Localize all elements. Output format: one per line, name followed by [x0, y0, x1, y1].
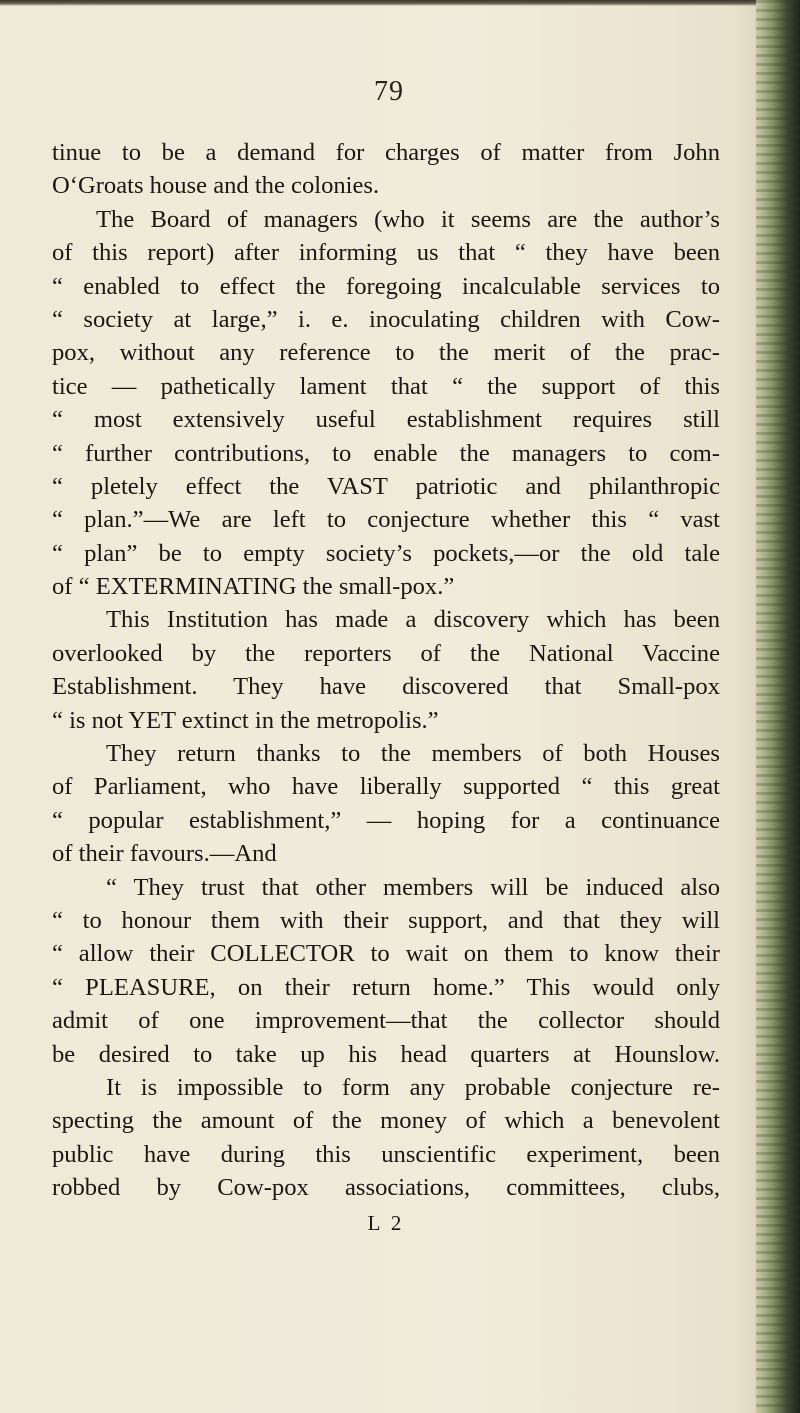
text-line: specting the amount of the money of which a benevolent: [52, 1107, 720, 1135]
text-line: Establishment. They have discovered that Small-pox: [52, 673, 720, 701]
text-line: “ PLEASURE, on their return home.” This would only: [52, 973, 720, 1001]
text-line: It is impossible to form any probable conjecture re-: [106, 1073, 720, 1101]
text-line: “ plan” be to empty society’s pockets,—or the old tale: [52, 539, 720, 567]
text-line: of their favours.—And: [52, 840, 277, 868]
text-line: of “ EXTERMINATING the small-pox.”: [52, 573, 455, 601]
text-line: admit of one improvement—that the collector should: [52, 1007, 720, 1035]
page-edge: [756, 0, 800, 1413]
text-line: “ society at large,” i. e. inoculating children with Cow-: [52, 305, 720, 333]
page-number: 79: [374, 76, 404, 107]
body-text: [52, 136, 720, 1240]
text-line: pox, without any reference to the merit of the prac-: [52, 339, 720, 367]
text-line: The Board of managers (who it seems are the author’s: [96, 205, 720, 233]
text-line: of this report) after informing us that “ they have been: [52, 239, 720, 267]
text-line: tice — pathetically lament that “ the support of this: [52, 372, 720, 400]
top-rule: [0, 0, 760, 6]
text-line: robbed by Cow-pox associations, committees, clubs,: [52, 1174, 720, 1202]
text-line: “ enabled to effect the foregoing incalculable services to: [52, 272, 720, 300]
text-line: “ most extensively useful establishment requires still: [52, 406, 720, 434]
text-line: overlooked by the reporters of the National Vaccine: [52, 639, 720, 667]
text-line: “ popular establishment,” — hoping for a continuance: [52, 806, 720, 834]
text-line: “ further contributions, to enable the managers to com-: [52, 439, 720, 467]
text-line: tinue to be a demand for charges of matter from John: [52, 139, 720, 166]
signature-mark: L 2: [367, 1210, 405, 1235]
text-line: “ pletely effect the VAST patriotic and philanthropic: [52, 472, 720, 500]
text-line: O‘Groats house and the colonies.: [52, 172, 380, 200]
text-line: “ is not YET extinct in the metropolis.”: [52, 706, 439, 734]
text-line: “ allow their COLLECTOR to wait on them to know their: [52, 940, 720, 968]
text-line: be desired to take up his head quarters at Hounslow.: [52, 1040, 720, 1068]
text-line: public have during this unscientific experiment, been: [52, 1140, 720, 1168]
text-line: of Parliament, who have liberally supported “ this great: [52, 773, 720, 801]
text-line: They return thanks to the members of both Houses: [106, 740, 720, 768]
text-line: “ to honour them with their support, and that they will: [52, 906, 720, 934]
text-line: This Institution has made a discovery which has been: [106, 606, 720, 634]
text-line: “ plan.”—We are left to conjecture whether this “ vast: [52, 506, 720, 534]
text-line: “ They trust that other members will be induced also: [106, 873, 720, 901]
